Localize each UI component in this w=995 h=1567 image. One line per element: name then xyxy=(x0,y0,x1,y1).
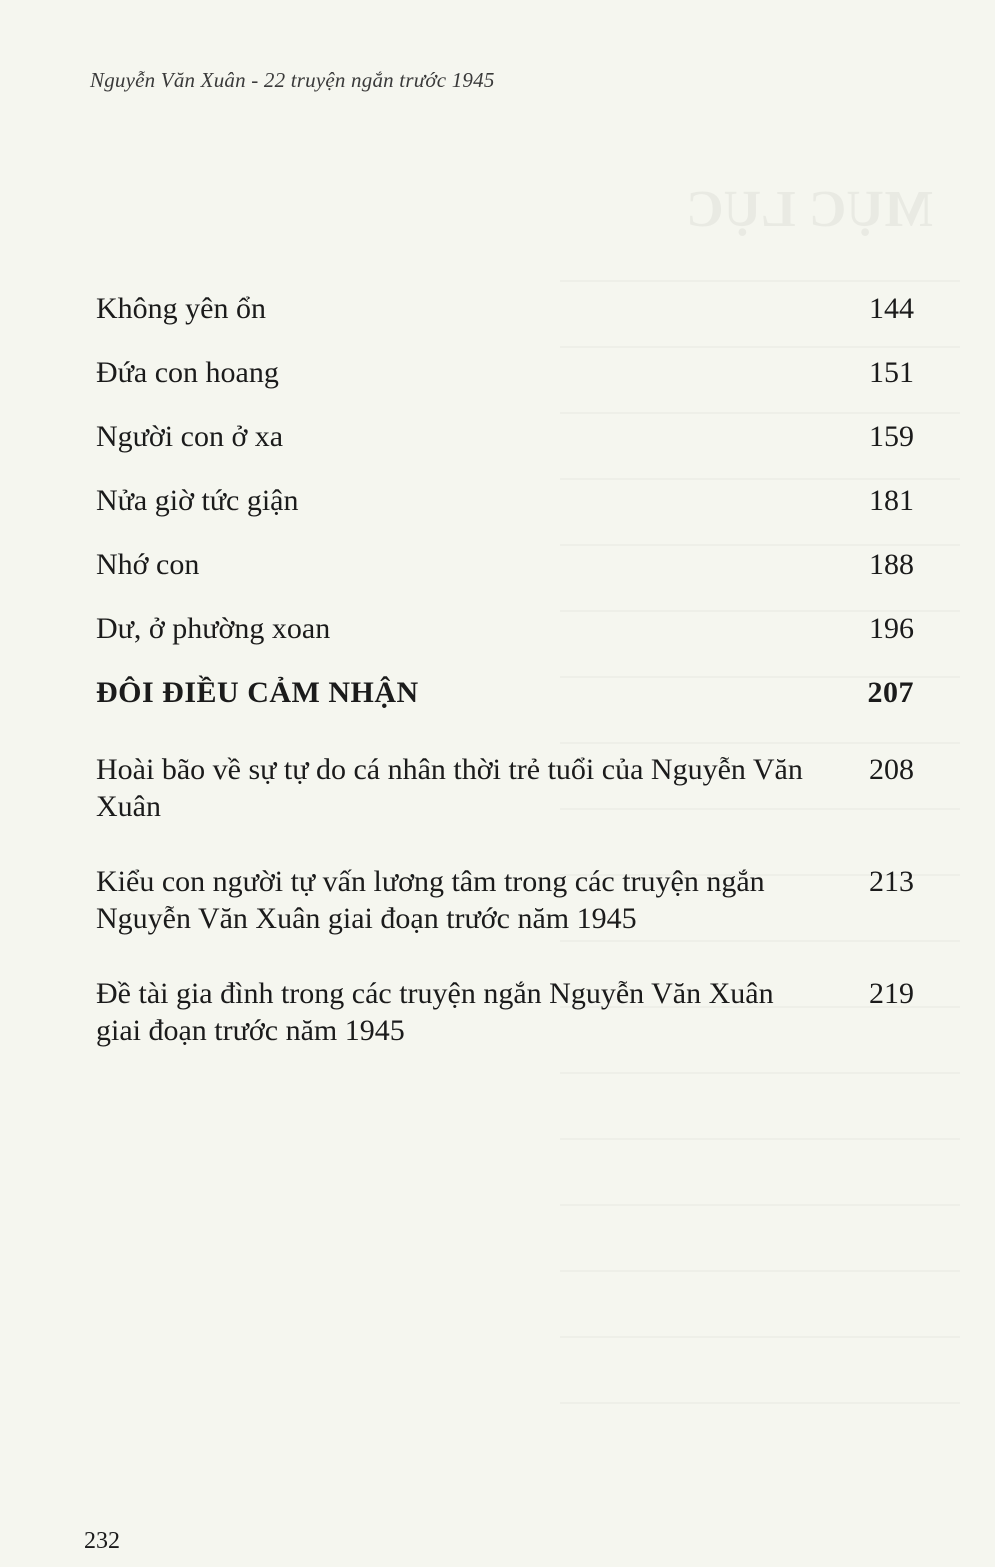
toc-entry-title: Hoài bão về sự tự do cá nhân thời trẻ tuổi của Nguyễn Văn Xuân xyxy=(96,753,803,823)
toc-entry-title: Dư, ở phường xoan xyxy=(96,612,331,645)
toc-entry xyxy=(96,751,914,825)
toc-section-heading xyxy=(96,674,914,711)
toc-entry xyxy=(96,610,914,647)
toc-entry-page: 181 xyxy=(869,484,914,517)
table-of-contents xyxy=(96,290,914,1049)
toc-section-title: ĐÔI ĐIỀU CẢM NHẬN xyxy=(96,676,419,709)
toc-entry-page: 188 xyxy=(869,548,914,581)
toc-entry-page: 159 xyxy=(869,420,914,453)
toc-entry-page: 207 xyxy=(867,676,914,709)
toc-entry-title: Kiểu con người tự vấn lương tâm trong các truyện ngắn Nguyễn Văn Xuân giai đoạn trước năm 1945 xyxy=(96,865,765,935)
toc-entry xyxy=(96,354,914,391)
running-head: Nguyễn Văn Xuân - 22 truyện ngắn trước 1945 xyxy=(90,68,495,92)
toc-entry xyxy=(96,863,914,937)
toc-entry-page: 219 xyxy=(869,977,914,1010)
page-number: 232 xyxy=(84,1528,120,1554)
toc-entry xyxy=(96,975,914,1049)
toc-entry-title: Người con ở xa xyxy=(96,420,284,453)
toc-entry xyxy=(96,290,914,327)
toc-entry xyxy=(96,418,914,455)
toc-entry xyxy=(96,546,914,583)
toc-entry-title: Đề tài gia đình trong các truyện ngắn Nguyễn Văn Xuân giai đoạn trước năm 1945 xyxy=(96,977,774,1047)
toc-entry-title: Nhớ con xyxy=(96,548,200,581)
toc-entry-page: 196 xyxy=(869,612,914,645)
toc-entry-page: 144 xyxy=(869,292,914,325)
toc-entry-title: Nửa giờ tức giận xyxy=(96,484,299,517)
toc-entry xyxy=(96,482,914,519)
toc-entry-page: 151 xyxy=(869,356,914,389)
toc-entry-title: Không yên ổn xyxy=(96,292,266,325)
toc-entry-page: 208 xyxy=(869,753,914,786)
toc-entry-page: 213 xyxy=(869,865,914,898)
toc-entry-title: Đứa con hoang xyxy=(96,356,279,389)
